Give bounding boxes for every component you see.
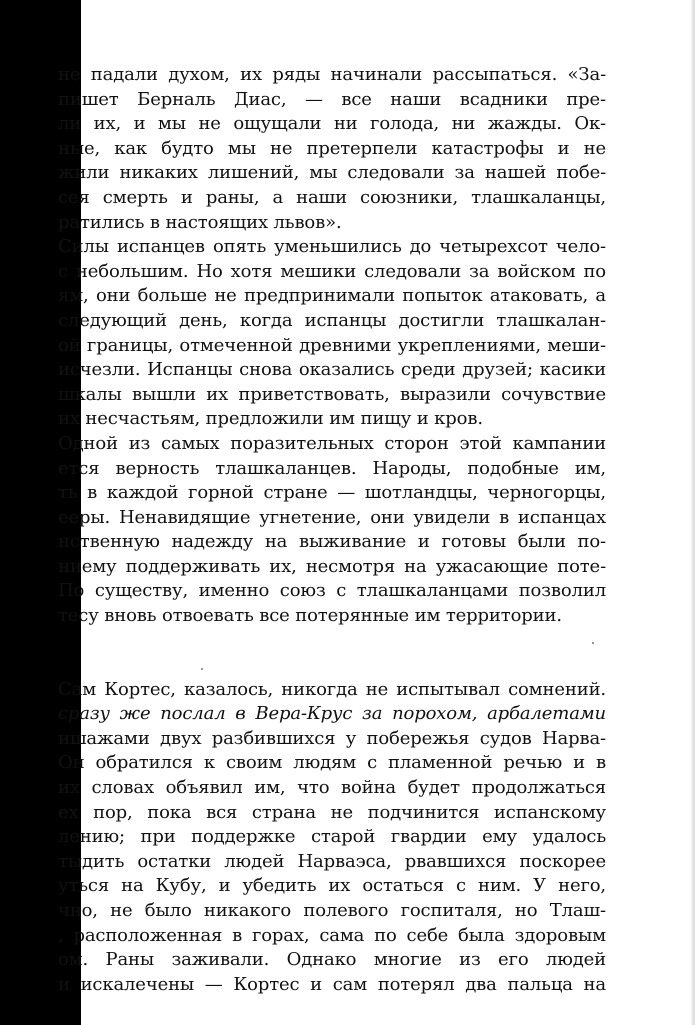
text-line: сея смерть и раны, а наши союзники, тлашкаланцы, [58,186,606,208]
text-line: не падали духом, их ряды начинали рассыпаться. «За- [58,64,606,85]
paragraph-3 [58,432,606,629]
text-line: , расположенная в горах, сама по себе была здоровым [58,924,606,946]
text-line: ратились в настоящих львов». [58,211,342,233]
text-line: ом. Раны заживали. Однако многие из его людей [58,949,606,971]
text-line: ишажами двух разбившихся у побережья судов Нарва- [58,727,606,749]
text-line: Силы испанцев опять уменьшились до четырехсот чело- [58,236,606,258]
text-line: ниему поддерживать их, несмотря на ужасающие поте- [58,555,606,577]
text-line: их словах объявил им, что война будет продолжаться [58,777,606,799]
text-line: ееры. Ненавидящие угнетение, они увидели в испанцах [58,506,606,528]
text-line: тесу вновь отвоевать все потерянные им территории. [58,605,562,627]
text-line: ех пор, пока вся страна не подчинится испанскому [58,801,606,823]
section-break [58,629,606,678]
text-line: ли их, и мы не ощущали ни голода, ни жажды. Ок- [58,113,606,135]
text-line: жили никаких лишений, мы следовали за нашей побе- [58,162,606,184]
text-line: исчезли. Испанцы снова оказались среди друзей; касики [58,359,606,381]
text-line: их несчастьям, предложили им пищу и кров. [58,408,483,430]
text-line-italic: сразу же послал в Вера-Крус за порохом, арбалетами [58,703,606,725]
text-line: и искалечены — Кортес и сам потерял два пальца на [58,973,606,995]
text-line: тыдить остатки людей Нарваэса, рвавшихся поскорее [58,850,606,872]
paragraph-1 [58,63,606,235]
text-line: ется верность тлашкаланцев. Народы, подобные им, [58,457,606,479]
text-line: ям, они больше не предпринимали попыток атаковать, а [58,285,606,307]
paragraph-4 [58,678,606,998]
text-line: ой границы, отмеченной древними укреплениями, меши- [58,334,606,356]
text-line: лению; при поддержке старой гвардии ему удалось [58,826,606,848]
page-right-edge [691,0,695,1025]
text-line: ные, как будто мы не претерпели катастрофы и не [58,137,606,159]
text-line: пишет Берналь Диас, — все наши всадники пре- [58,88,606,110]
text-line: чно, не было никакого полевого госпиталя, но Тлаш- [58,900,606,921]
text-line: Одной из самых поразительных сторон этой кампании [58,432,606,454]
text-line: с небольшим. Но хотя мешики следовали за войском по [58,260,606,282]
text-line: шкалы вышли их приветствовать, выразили сочувствие [58,383,606,405]
text-line: следующий день, когда испанцы достигли тлашкалан- [58,309,606,331]
text-line: нственную надежду на выживание и готовы были по- [58,531,606,553]
text-line: ть в каждой горной стране — шотландцы, черногорцы, [58,482,606,504]
paragraph-2 [58,235,606,432]
text-line: уться на Кубу, и убедить их остаться с ним. У него, [58,875,606,897]
book-page-text [58,63,606,997]
text-line: Он обратился к своим людям с пламенной речью и в [58,752,606,774]
text-line: Сам Кортес, казалось, никогда не испытывал сомнений. [58,678,606,700]
text-line: По существу, именно союз с тлашкаланцами позволил [58,580,606,602]
